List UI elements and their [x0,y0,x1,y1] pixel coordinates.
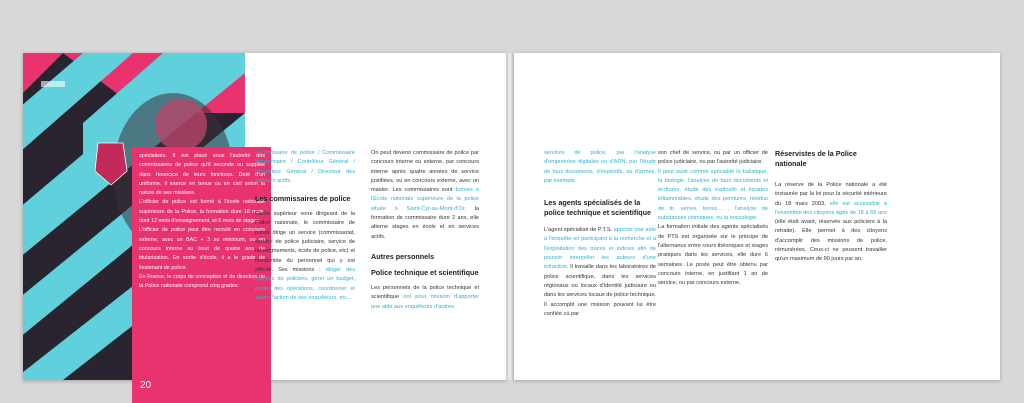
right-column-2 [658,149,768,288]
grades-list: Commissaire de police / Commissaire divisionnaire / Contrôleur Général / Inspecteur Général / Directeur des services actifs. [255,150,355,184]
left-column-3 [371,149,479,312]
service-chief-text: son chef de service, ou par un officier de police judiciaire, ou par l'autorité judiciaire. [658,150,768,166]
grades-intro-paragraph: En France, le corps de conception et de direction de la Police nationale comprend cinq grades : [139,273,265,290]
pts-agent-body [544,226,656,319]
pts-mission: ont pour mission d'apporter une aide aux enquêteurs d'autres [371,294,479,310]
pts-agent-workplace: Il travaille dans les laboratoires de police scientifique, dans les services régionaux ou locaux d'identité judiciaire ou dans les services locaux de police technique. Il accomplit une mission pouvant lui être confiée cù par [544,264,656,317]
page-fold [506,53,514,380]
commissaires-description: Cadre supérieur voire dirigeant de la Police nationale, le commissaire de police dirige un service (commissariat, service de police judiciaire, service de renseignements, école de police, etc) et l'ensemble du personnel qui y est affecté. Ses missions : [255,211,355,273]
officer-role-paragraph: spécialisés. Il est placé sous l'autorité des commissaires de police qu'il seconde ou supplée dans l'exercice de leurs fonctions. Doté d'un uniforme, il exerce en tenue ou en civil selon la nature de ses missions. [139,153,265,197]
pts-agents-heading: Les agents spécialisés de la police technique et scientifique [544,198,652,218]
pts-body [371,284,479,312]
commissaires-body [255,210,355,303]
pts-agent-role: apporte une aide à l'enquête en participant à la recherche et à l'exploitation des traces et indices afin de pouvoir interpeller les auteurs d'une infraction. [544,227,656,271]
pts-heading: Police technique et scientifique [371,267,479,277]
commissaire-recruitment-text: On peut devenir commissaire de police par concours interne ou externe, par concours interne après quatre années de service justifiées, ou en concours externe, avec un master. Les commissaires sont [371,150,479,194]
commissaire-training-text: la formation de commissaire dure 2 ans, elle alterne stages en école et en services actifs. [371,205,480,240]
left-page [23,53,506,391]
magenta-text-box [132,147,271,403]
right-column-1 [544,149,656,319]
pts-agent-intro: L'agent spécialisé de P.T.S. [544,227,613,234]
reservists-age: elle est accessible à l'ensemble des citoyens âgés de 18 à 65 ans [775,200,887,216]
right-page [514,53,1000,380]
specialties-text: Il peut avoir comme spécialité la balistique, la biologie, l'analyse de faux documents et écritures, étude des explosifs et liquides inflammables, étude des peintures, résidus de tir, verres, terres… , l'analyse de substances chimiques, ou la toxicologie. [658,168,768,222]
pts-training-text: La formation initiale des agents spécialisés de PTS est organisée sur le principe de l'alternance entre cours théoriques et stages pratiques dans les services, elle dure 6 semaines. Le poste peut être obtenu par concours interne, en justifiant 1 an de service, ou par concours externe. [658,224,768,287]
officer-recruitment-paragraph: L'officier de police peut être recruté en concours externe, avec un BAC + 3 au minimum, ou en concours interne au bout de quatre ans de titularisation. En sortie d'école, il a le grade de lieutenant de police. [139,227,265,271]
reservists-body [775,181,887,265]
pts-body-text: Les personnels de la police technique et scientifique [371,284,479,301]
commissaire-recruitment [371,149,479,242]
commissaires-heading: Les commissaires de police [255,194,351,204]
reservists-heading: Réservistes de la Police nationale [775,149,857,168]
reservists-details: (elle était avant, réservée aux policiers à la retraite). Elle permet à des citoyens d'accomplir des missions de police, rémunérées. Ceux-ci ne peuvent travailler qu'un maximum de 90 jours par an. [775,219,887,263]
left-column-2 [255,149,355,303]
right-column-3 [775,149,887,265]
pts-continuation: services de police, par l'analyse d'empreintes digitales ou d'ADN, par l'étude de faux documents, d'explosifs, ou d'armes, par exemple. [544,150,656,184]
officer-training-paragraph: L'officier de police est formé à l'école nationale supérieure de la Police, la formation dure 18 mois, dont 12 mois d'enseignement, et 6 mois de stages. [139,199,265,225]
page-number: 20 [140,380,152,391]
magenta-box-text [139,152,265,291]
commissaire-school: formés à l'École nationale supérieure de la police située à Saint-Cyr-au-Mont-d'Or, [371,187,479,212]
other-personnel-heading: Autres personnels [371,251,435,261]
reservists-law: La réserve de la Police nationale a été instaurée par la loi pour la sécurité intérieure du 18 mars 2003, [775,182,887,207]
commissaires-missions: diriger des équipes de policiers, gérer un budget, piloter des opérations, coordonner et suivre l'action de ses enquêteurs, etc... [255,266,356,301]
